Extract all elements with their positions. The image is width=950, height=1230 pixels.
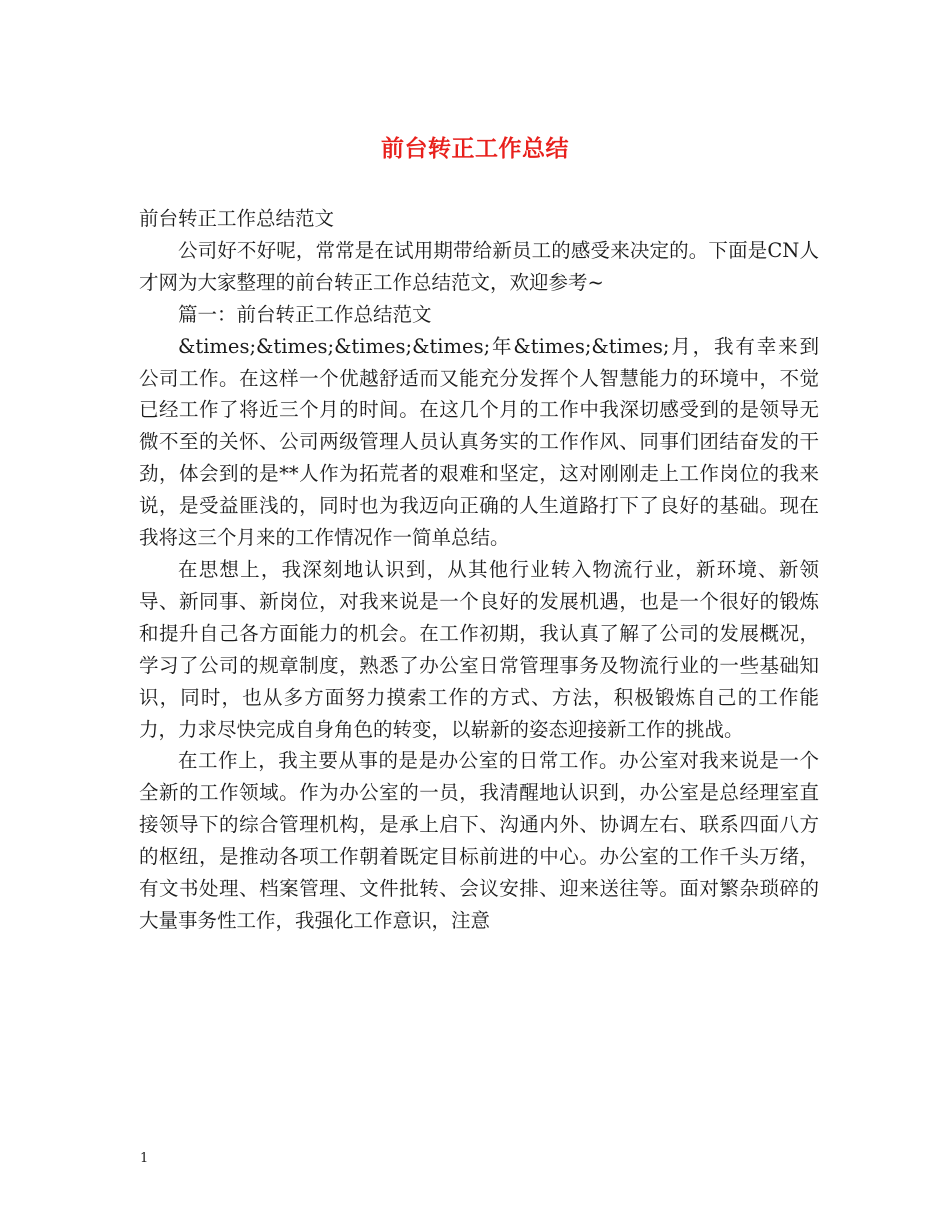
document-title: 前台转正工作总结 (381, 135, 569, 162)
body-paragraph: &times;&times;&times;&times;年&times;&times;月，我有幸来到公司工作。在这样一个优越舒适而又能充分发挥个人智慧能力的环境中，不觉已经工作了将近三个月的时间。在这几个月的工作中我深切感受到的是领导无微不至的关怀、公司两级管理人员认真务实的工作作风、同事们团结奋发的干劲，体会到的是**人作为拓荒者的艰难和坚定，这对刚刚走上工作岗位的我来说，是受益匪浅的，同时也为我迈向正确的人生道路打下了良好的基础。现在我将这三个月来的工作情况作一简单总结。 (139, 334, 819, 550)
body-paragraph: 在思想上，我深刻地认识到，从其他行业转入物流行业，新环境、新领导、新同事、新岗位，对我来说是一个良好的发展机遇，也是一个很好的锻炼和提升自己各方面能力的机会。在工作初期，我认真了解了公司的发展概况，学习了公司的规章制度，熟悉了办公室日常管理事务及物流行业的一些基础知识，同时，也从多方面努力摸索工作的方式、方法，积极锻炼自己的工作能力，力求尽快完成自身角色的转变，以崭新的姿态迎接新工作的挑战。 (139, 557, 819, 741)
section-heading: 篇一：前台转正工作总结范文 (178, 302, 432, 326)
subtitle-paragraph: 前台转正工作总结范文 (139, 207, 335, 230)
intro-paragraph: 公司好不好呢，常常是在试用期带给新员工的感受来决定的。下面是CN人才网为大家整理的前台转正工作总结范文，欢迎参考~ (139, 238, 819, 294)
page-number: 1 (140, 1151, 149, 1166)
body-paragraph: 在工作上，我主要从事的是是办公室的日常工作。办公室对我来说是一个全新的工作领域。作为办公室的一员，我清醒地认识到，办公室是总经理室直接领导下的综合管理机构，是承上启下、沟通内外、协调左右、联系四面八方的枢纽，是推动各项工作朝着既定目标前进的中心。办公室的工作千头万绪，有文书处理、档案管理、文件批转、会议安排、迎来送往等。面对繁杂琐碎的大量事务性工作，我强化工作意识，注意 (139, 749, 819, 932)
document-body (139, 203, 819, 937)
